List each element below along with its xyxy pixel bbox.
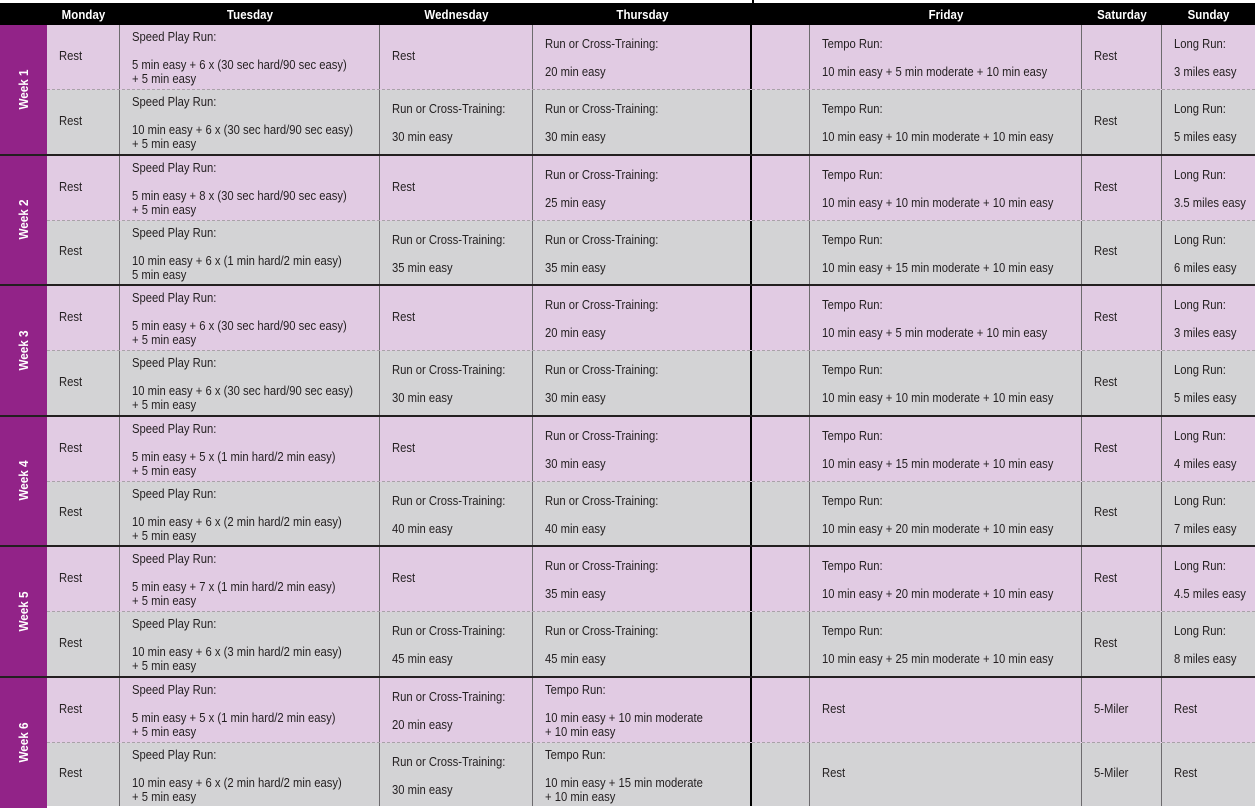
week-label-text: Week 5 [15,591,31,632]
tuesday-detail-line2: + 5 min easy [132,333,197,347]
tuesday-detail-line2: + 5 min easy [132,137,197,152]
cell-wednesday [380,547,533,611]
cell-wednesday [380,417,533,481]
friday-title: Tempo Run: [822,363,883,378]
thursday-detail-line1: 10 min easy + 10 min moderate [545,710,703,725]
cell-wednesday [380,612,533,675]
cell-wednesday [380,25,533,89]
tuesday-title: Speed Play Run: [132,291,217,305]
cell-wednesday [380,90,533,153]
friday-detail: 10 min easy + 25 min moderate + 10 min easy [822,652,1054,667]
cell-monday [47,286,120,350]
cell-friday [810,156,1082,220]
tuesday-detail-line2: + 5 min easy [132,398,197,413]
thursday-detail: 30 min easy [545,456,606,471]
friday-detail: 10 min easy + 5 min moderate + 10 min easy [822,65,1048,79]
thursday-detail: 30 min easy [545,130,606,145]
cell-monday [47,612,120,675]
cell-friday [810,221,1082,284]
sunday-detail: 3.5 miles easy [1174,195,1246,210]
cell-monday [47,221,120,284]
cell-thursday [533,547,752,611]
sunday-detail: 5 miles easy [1174,130,1237,145]
header-wednesday: Wednesday [424,6,489,22]
tuesday-detail-line1: 5 min easy + 6 x (30 sec hard/90 sec easy) [132,319,347,333]
thursday-detail: 40 min easy [545,521,606,536]
thursday-title: Run or Cross-Training: [545,298,659,312]
tuesday-detail-line1: 10 min easy + 6 x (2 min hard/2 min easy) [132,514,342,529]
cell-sunday [1162,351,1255,414]
tuesday-title: Speed Play Run: [132,356,217,371]
sunday-detail: 3 miles easy [1174,65,1237,79]
thursday-title: Run or Cross-Training: [545,428,659,443]
weeks-body [0,25,1255,810]
header-friday: Friday [928,6,964,22]
friday-detail: 10 min easy + 5 min moderate + 10 min easy [822,326,1048,340]
table-row [47,678,1255,743]
cell-blank [752,678,810,742]
monday-text: Rest [59,505,83,520]
cell-thursday [533,743,752,806]
monday-text: Rest [59,113,83,128]
sunday-detail: 4 miles easy [1174,456,1237,471]
monday-text: Rest [59,179,83,194]
cell-tuesday [120,743,380,806]
cell-tuesday [120,351,380,414]
tuesday-detail-line2: 5 min easy [132,267,187,282]
cell-sunday [1162,678,1255,742]
table-row [47,286,1255,351]
cell-wednesday [380,678,533,742]
week-label [0,25,47,154]
thursday-detail: 35 min easy [545,260,606,275]
cell-blank [752,221,810,284]
cell-monday [47,417,120,481]
table-row [47,221,1255,284]
cell-blank [752,156,810,220]
tuesday-detail-line1: 10 min easy + 6 x (1 min hard/2 min easy) [132,253,342,268]
tuesday-title: Speed Play Run: [132,30,217,44]
table-row [47,482,1255,545]
saturday-text: Rest [1094,505,1118,520]
header-sunday: Sunday [1187,6,1230,22]
saturday-text: Rest [1094,244,1118,259]
tuesday-detail-line2: + 5 min easy [132,724,197,739]
cell-saturday [1082,678,1162,742]
sunday-detail: 4.5 miles easy [1174,587,1246,601]
cell-sunday [1162,221,1255,284]
cell-sunday [1162,612,1255,675]
cell-tuesday [120,90,380,153]
wednesday-title: Rest [392,310,416,325]
cell-wednesday [380,156,533,220]
friday-title: Tempo Run: [822,102,883,117]
cell-saturday [1082,482,1162,545]
table-row [47,417,1255,482]
monday-text: Rest [59,571,83,586]
thursday-detail: 35 min easy [545,587,606,601]
monday-text: Rest [59,635,83,650]
tuesday-detail-line2: + 5 min easy [132,528,197,543]
friday-title: Tempo Run: [822,37,883,51]
cell-thursday [533,156,752,220]
saturday-text: Rest [1094,113,1118,128]
friday-detail: 10 min easy + 10 min moderate + 10 min easy [822,130,1054,145]
week-label [0,417,47,546]
cell-tuesday [120,156,380,220]
sunday-title: Long Run: [1174,493,1226,508]
week-label [0,547,47,676]
week-block [0,678,1255,809]
cell-friday [810,90,1082,153]
cell-friday [810,482,1082,545]
cell-monday [47,25,120,89]
cell-sunday [1162,286,1255,350]
cell-friday [810,351,1082,414]
week-block [0,417,1255,548]
table-row [47,156,1255,221]
cell-blank [752,482,810,545]
cell-saturday [1082,417,1162,481]
tuesday-title: Speed Play Run: [132,160,217,175]
sunday-detail: 5 miles easy [1174,391,1237,406]
cell-thursday [533,482,752,545]
cell-friday [810,25,1082,89]
monday-text: Rest [59,701,83,716]
thursday-detail-line1: 10 min easy + 15 min moderate [545,775,703,790]
wednesday-title: Run or Cross-Training: [392,102,506,117]
wednesday-title: Rest [392,179,416,194]
tuesday-detail-line2: + 5 min easy [132,72,197,86]
friday-title: Tempo Run: [822,428,883,443]
week-label-text: Week 6 [15,722,31,763]
tuesday-detail-line1: 5 min easy + 5 x (1 min hard/2 min easy) [132,710,336,725]
week-label [0,156,47,285]
tuesday-title: Speed Play Run: [132,682,217,697]
sunday-title: Rest [1174,766,1198,781]
cell-tuesday [120,547,380,611]
wednesday-detail: 45 min easy [392,652,453,667]
tuesday-title: Speed Play Run: [132,486,217,501]
cell-tuesday [120,678,380,742]
week-block [0,286,1255,417]
wednesday-title: Run or Cross-Training: [392,624,506,639]
tuesday-title: Speed Play Run: [132,421,217,436]
cell-friday [810,286,1082,350]
thursday-title: Tempo Run: [545,747,606,762]
wednesday-title: Run or Cross-Training: [392,754,506,769]
wednesday-title: Rest [392,571,416,586]
tuesday-detail-line1: 10 min easy + 6 x (30 sec hard/90 sec easy) [132,384,354,399]
monday-text: Rest [59,440,83,455]
cell-friday [810,678,1082,742]
wednesday-detail: 30 min easy [392,782,453,797]
cell-tuesday [120,417,380,481]
tuesday-detail-line1: 10 min easy + 6 x (3 min hard/2 min easy) [132,645,342,660]
saturday-text: Rest [1094,440,1118,455]
cell-monday [47,678,120,742]
tuesday-detail-line2: + 5 min easy [132,659,197,674]
tuesday-detail-line1: 10 min easy + 6 x (30 sec hard/90 sec easy) [132,123,354,138]
wednesday-title: Rest [392,440,416,455]
thursday-title: Run or Cross-Training: [545,232,659,247]
cell-blank [752,90,810,153]
thursday-title: Run or Cross-Training: [545,624,659,639]
sunday-title: Long Run: [1174,232,1226,247]
thursday-detail: 45 min easy [545,652,606,667]
cell-wednesday [380,482,533,545]
week-block [0,25,1255,156]
sunday-title: Long Run: [1174,428,1226,443]
cell-monday [47,156,120,220]
cell-thursday [533,417,752,481]
monday-text: Rest [59,310,83,325]
thursday-title: Tempo Run: [545,682,606,697]
wednesday-detail: 30 min easy [392,391,453,406]
cell-thursday [533,286,752,350]
wednesday-detail: 20 min easy [392,717,453,732]
wednesday-title: Run or Cross-Training: [392,232,506,247]
thursday-detail-line2: + 10 min easy [545,724,616,739]
cell-monday [47,743,120,806]
header-monday: Monday [61,6,106,22]
thursday-detail: 20 min easy [545,326,606,340]
cell-tuesday [120,25,380,89]
tuesday-title: Speed Play Run: [132,225,217,240]
friday-title: Tempo Run: [822,298,883,312]
cell-blank [752,25,810,89]
cell-thursday [533,612,752,675]
monday-text: Rest [59,49,83,64]
cell-blank [752,351,810,414]
friday-title: Tempo Run: [822,559,883,573]
week-label-text: Week 3 [15,330,31,371]
monday-text: Rest [59,374,83,389]
week-label [0,286,47,415]
sunday-title: Long Run: [1174,559,1226,573]
thursday-title: Run or Cross-Training: [545,559,659,573]
thursday-title: Run or Cross-Training: [545,493,659,508]
week-label-text: Week 2 [15,199,31,240]
table-row [47,547,1255,612]
table-row [47,90,1255,153]
wednesday-title: Run or Cross-Training: [392,493,506,508]
cell-friday [810,417,1082,481]
week-block [0,547,1255,678]
wednesday-detail: 30 min easy [392,130,453,145]
friday-title: Rest [822,701,846,716]
thursday-title: Run or Cross-Training: [545,167,659,182]
sunday-title: Rest [1174,701,1198,716]
cell-saturday [1082,25,1162,89]
week-block [0,156,1255,287]
friday-title: Tempo Run: [822,493,883,508]
cell-sunday [1162,25,1255,89]
tuesday-detail-line1: 5 min easy + 7 x (1 min hard/2 min easy) [132,580,336,594]
sunday-detail: 7 miles easy [1174,521,1237,536]
tuesday-title: Speed Play Run: [132,552,217,566]
cell-tuesday [120,612,380,675]
table-row [47,612,1255,675]
header-row [0,3,1255,25]
saturday-text: 5-Miler [1094,701,1129,716]
thursday-title: Run or Cross-Training: [545,37,659,51]
saturday-text: Rest [1094,571,1118,586]
cell-wednesday [380,743,533,806]
friday-title: Tempo Run: [822,232,883,247]
cell-wednesday [380,221,533,284]
cell-saturday [1082,547,1162,611]
cell-saturday [1082,286,1162,350]
sunday-detail: 3 miles easy [1174,326,1237,340]
wednesday-title: Rest [392,49,416,64]
saturday-text: Rest [1094,635,1118,650]
saturday-text: Rest [1094,179,1118,194]
cell-sunday [1162,743,1255,806]
cell-thursday [533,351,752,414]
tuesday-detail-line1: 5 min easy + 8 x (30 sec hard/90 sec easy) [132,188,347,203]
cell-monday [47,482,120,545]
sunday-title: Long Run: [1174,167,1226,182]
friday-detail: 10 min easy + 20 min moderate + 10 min easy [822,587,1054,601]
sunday-title: Long Run: [1174,298,1226,312]
sunday-detail: 6 miles easy [1174,260,1237,275]
cell-sunday [1162,547,1255,611]
friday-title: Rest [822,766,846,781]
cell-sunday [1162,90,1255,153]
week-label-text: Week 1 [15,69,31,110]
cell-sunday [1162,482,1255,545]
cell-tuesday [120,482,380,545]
header-week-spacer [3,3,44,25]
tuesday-detail-line2: + 5 min easy [132,202,197,217]
tuesday-title: Speed Play Run: [132,95,217,110]
tuesday-detail-line1: 5 min easy + 6 x (30 sec hard/90 sec easy) [132,58,347,72]
cell-saturday [1082,743,1162,806]
cell-blank [752,743,810,806]
sunday-title: Long Run: [1174,363,1226,378]
cell-sunday [1162,417,1255,481]
table-row [47,743,1255,806]
header-saturday: Saturday [1097,6,1147,22]
thursday-detail: 25 min easy [545,195,606,210]
header-thursday: Thursday [616,6,669,22]
friday-detail: 10 min easy + 15 min moderate + 10 min easy [822,456,1054,471]
cell-blank [752,612,810,675]
tuesday-detail-line2: + 5 min easy [132,789,197,804]
sunday-title: Long Run: [1174,37,1226,51]
week-label [0,678,47,809]
cell-friday [810,612,1082,675]
table-row [47,25,1255,90]
friday-detail: 10 min easy + 15 min moderate + 10 min easy [822,260,1054,275]
header-tuesday: Tuesday [226,6,274,22]
thursday-detail: 30 min easy [545,391,606,406]
tuesday-title: Speed Play Run: [132,747,217,762]
sunday-title: Long Run: [1174,102,1226,117]
cell-tuesday [120,286,380,350]
friday-detail: 10 min easy + 10 min moderate + 10 min easy [822,195,1054,210]
cell-blank [752,547,810,611]
friday-detail: 10 min easy + 20 min moderate + 10 min easy [822,521,1054,536]
wednesday-detail: 35 min easy [392,260,453,275]
thursday-detail: 20 min easy [545,65,606,79]
saturday-text: Rest [1094,310,1118,325]
cell-saturday [1082,90,1162,153]
tuesday-title: Speed Play Run: [132,617,217,632]
cell-saturday [1082,612,1162,675]
tuesday-detail-line2: + 5 min easy [132,463,197,478]
friday-title: Tempo Run: [822,167,883,182]
wednesday-title: Run or Cross-Training: [392,363,506,378]
sunday-detail: 8 miles easy [1174,652,1237,667]
sunday-title: Long Run: [1174,624,1226,639]
cell-monday [47,90,120,153]
cell-monday [47,547,120,611]
wednesday-title: Run or Cross-Training: [392,689,506,704]
thursday-title: Run or Cross-Training: [545,363,659,378]
thursday-title: Run or Cross-Training: [545,102,659,117]
cell-thursday [533,90,752,153]
cell-tuesday [120,221,380,284]
cell-saturday [1082,156,1162,220]
saturday-text: 5-Miler [1094,766,1129,781]
cell-friday [810,547,1082,611]
tuesday-detail-line2: + 5 min easy [132,594,197,608]
monday-text: Rest [59,766,83,781]
cell-sunday [1162,156,1255,220]
cell-thursday [533,221,752,284]
wednesday-detail: 40 min easy [392,521,453,536]
saturday-text: Rest [1094,49,1118,64]
cell-saturday [1082,221,1162,284]
cell-friday [810,743,1082,806]
cell-saturday [1082,351,1162,414]
cell-thursday [533,678,752,742]
tuesday-detail-line1: 5 min easy + 5 x (1 min hard/2 min easy) [132,449,336,464]
saturday-text: Rest [1094,374,1118,389]
tuesday-detail-line1: 10 min easy + 6 x (2 min hard/2 min easy) [132,775,342,790]
cell-blank [752,417,810,481]
monday-text: Rest [59,244,83,259]
cell-wednesday [380,286,533,350]
cell-monday [47,351,120,414]
thursday-detail-line2: + 10 min easy [545,789,616,804]
cell-thursday [533,25,752,89]
cell-blank [752,286,810,350]
friday-title: Tempo Run: [822,624,883,639]
table-row [47,351,1255,414]
cell-wednesday [380,351,533,414]
friday-detail: 10 min easy + 10 min moderate + 10 min easy [822,391,1054,406]
header-blank [755,3,806,25]
week-label-text: Week 4 [15,460,31,501]
